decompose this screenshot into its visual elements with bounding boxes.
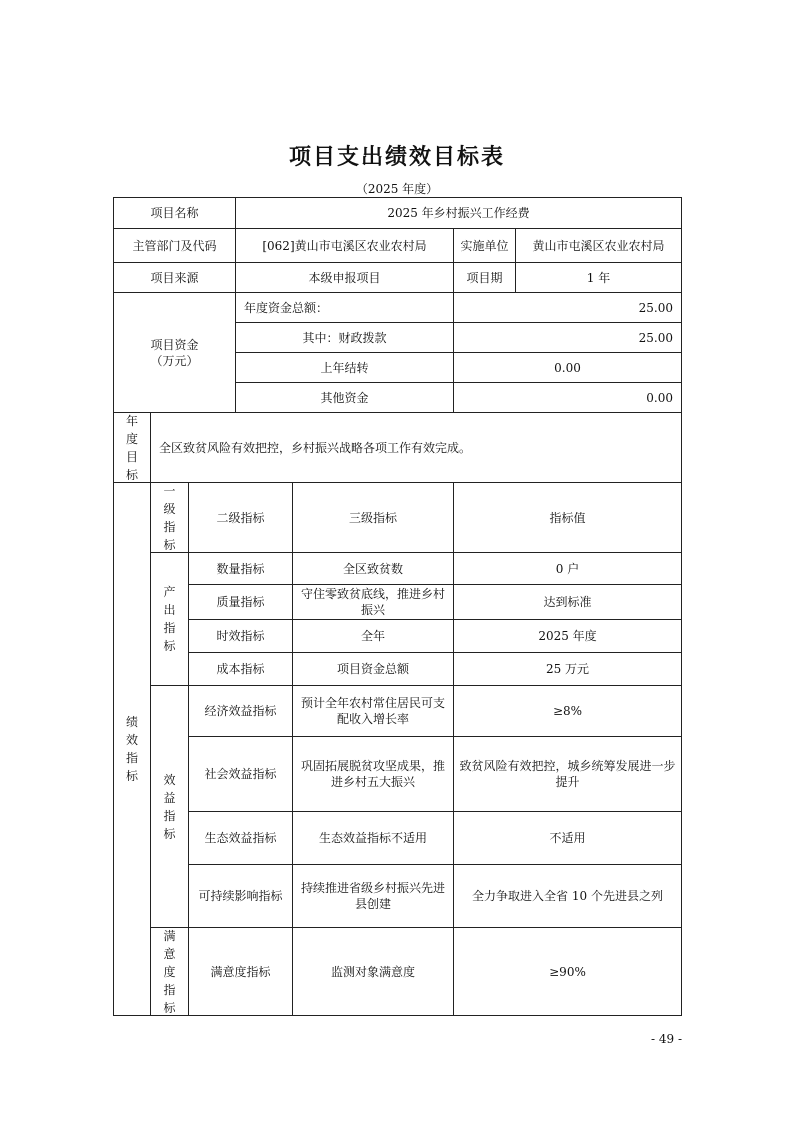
benefit-ecological-level3: 生态效益指标不适用 <box>292 811 454 865</box>
output-quantity-level2: 数量指标 <box>188 552 293 585</box>
performance-goal-table <box>113 197 682 1016</box>
benefit-economic-level3: 预计全年农村常住居民可支配收入增长率 <box>292 685 454 737</box>
funds-other-value: 0.00 <box>453 382 682 413</box>
output-quality-level3: 守住零致贫底线，推进乡村振兴 <box>292 584 454 620</box>
satisfaction-value: ≥90% <box>453 927 682 1016</box>
output-timeliness-level3: 全年 <box>292 619 454 653</box>
annual-goal-label-text: 年度目标 <box>125 413 138 482</box>
satisfaction-label <box>150 927 189 1016</box>
dept-label: 主管部门及代码 <box>113 228 236 263</box>
annual-goal-text: 全区致贫风险有效把控，乡村振兴战略各项工作有效完成。 <box>150 412 682 483</box>
header-level2: 二级指标 <box>188 482 293 553</box>
output-timeliness-level2: 时效指标 <box>188 619 293 653</box>
perf-label <box>113 482 151 1016</box>
benefit-label <box>150 685 189 928</box>
output-cost-level2: 成本指标 <box>188 652 293 686</box>
header-level1 <box>150 482 189 553</box>
benefit-ecological-value: 不适用 <box>453 811 682 865</box>
output-quantity-level3: 全区致贫数 <box>292 552 454 585</box>
source-value: 本级申报项目 <box>235 262 454 293</box>
benefit-ecological-level2: 生态效益指标 <box>188 811 293 865</box>
perf-label-text: 绩效指标 <box>125 715 138 783</box>
output-label-text: 产出指标 <box>163 585 176 653</box>
funds-fiscal-value: 25.00 <box>453 322 682 353</box>
benefit-sustainable-level2: 可持续影响指标 <box>188 864 293 928</box>
period-value: 1 年 <box>515 262 682 293</box>
funds-carryover-label: 上年结转 <box>235 352 454 383</box>
output-quantity-value: 0 户 <box>453 552 682 585</box>
annual-goal-label <box>113 412 151 483</box>
benefit-social-level3: 巩固拓展脱贫攻坚成果，推进乡村五大振兴 <box>292 736 454 812</box>
output-cost-value: 25 万元 <box>453 652 682 686</box>
output-quality-level2: 质量指标 <box>188 584 293 620</box>
satisfaction-level2: 满意度指标 <box>188 927 293 1016</box>
project-name-label: 项目名称 <box>113 197 236 229</box>
benefit-social-value: 致贫风险有效把控，城乡统筹发展进一步提升 <box>453 736 682 812</box>
benefit-sustainable-level3: 持续推进省级乡村振兴先进县创建 <box>292 864 454 928</box>
funds-carryover-value: 0.00 <box>453 352 682 383</box>
source-label: 项目来源 <box>113 262 236 293</box>
satisfaction-level3: 监测对象满意度 <box>292 927 454 1016</box>
funds-total-label: 年度资金总额： <box>235 292 454 323</box>
benefit-economic-value: ≥8% <box>453 685 682 737</box>
funds-label <box>113 292 236 413</box>
output-timeliness-value: 2025 年度 <box>453 619 682 653</box>
output-quality-value: 达到标准 <box>453 584 682 620</box>
header-level1-text: 一级指标 <box>163 483 176 552</box>
project-name-value: 2025 年乡村振兴工作经费 <box>235 197 682 229</box>
page-title: 项目支出绩效目标表 <box>288 144 505 170</box>
period-label: 项目期 <box>453 262 516 293</box>
page-number: - 49 - <box>650 1032 682 1046</box>
benefit-economic-level2: 经济效益指标 <box>188 685 293 737</box>
funds-total-value: 25.00 <box>453 292 682 323</box>
header-level3: 三级指标 <box>292 482 454 553</box>
impl-unit-value: 黄山市屯溪区农业农村局 <box>515 228 682 263</box>
dept-value: [062]黄山市屯溪区农业农村局 <box>235 228 454 263</box>
funds-label-text: 项目资金（万元） <box>150 337 199 368</box>
output-cost-level3: 项目资金总额 <box>292 652 454 686</box>
funds-other-label: 其他资金 <box>235 382 454 413</box>
funds-fiscal-label: 其中：财政拨款 <box>235 322 454 353</box>
benefit-sustainable-value: 全力争取进入全省 10 个先进县之列 <box>453 864 682 928</box>
benefit-social-level2: 社会效益指标 <box>188 736 293 812</box>
output-label <box>150 552 189 686</box>
satisfaction-label-text: 满意度指标 <box>163 928 176 1015</box>
page-subtitle-year: （2025 年度） <box>355 182 439 196</box>
impl-unit-label: 实施单位 <box>453 228 516 263</box>
header-value: 指标值 <box>453 482 682 553</box>
benefit-label-text: 效益指标 <box>163 772 176 841</box>
